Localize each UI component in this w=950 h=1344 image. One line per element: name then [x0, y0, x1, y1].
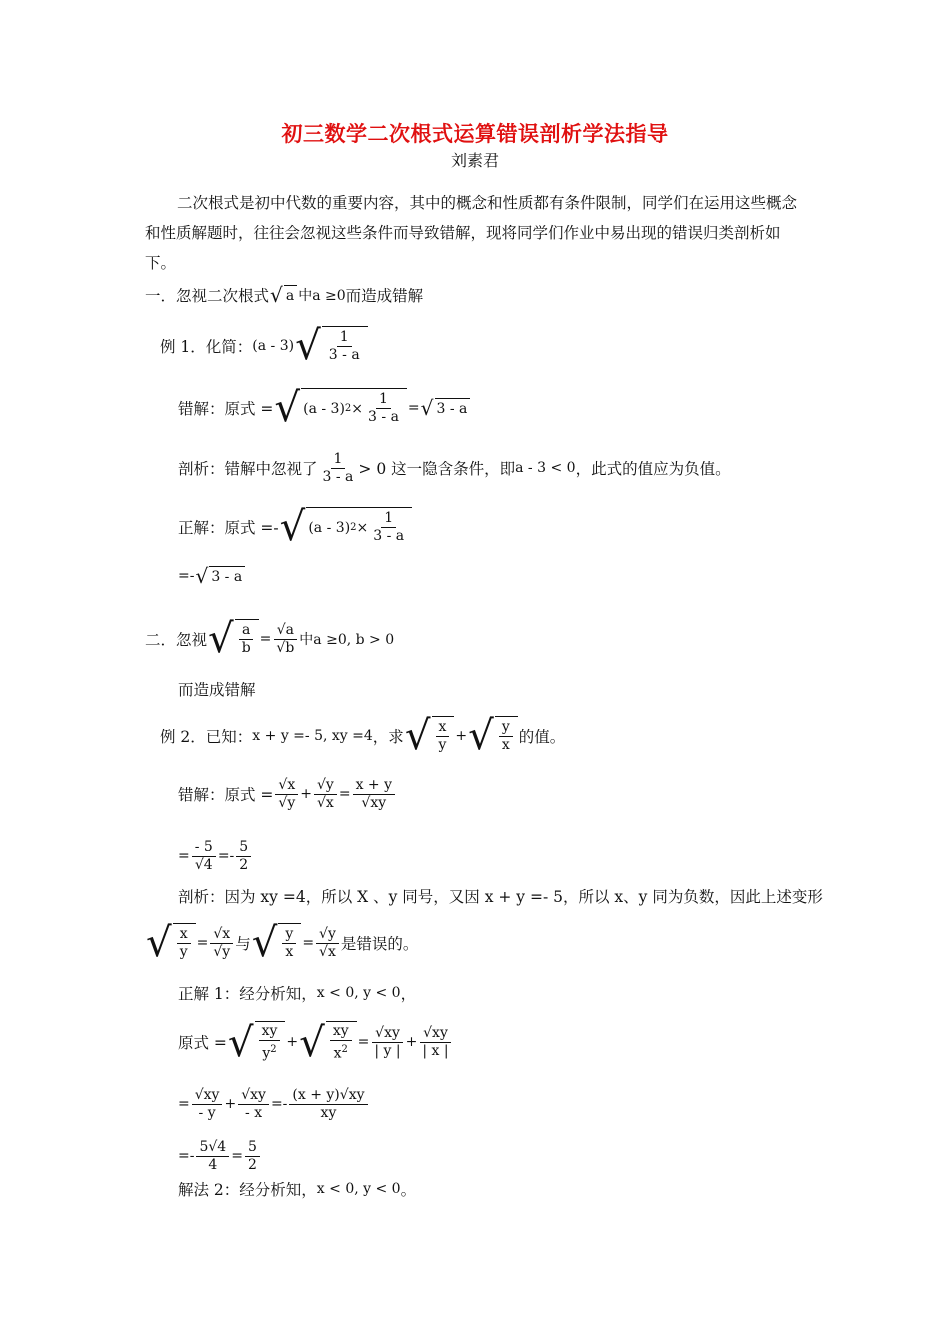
wrong-result-radical: √ 3 - a [421, 398, 471, 418]
wrong-frac-3: $\frac{x + y}{√xy}$ [353, 777, 395, 812]
example2-wrong-step2: = $\frac{- 5}{√4}$ =- $\frac{5}{2}$ [178, 834, 253, 878]
solution1-step1: 原式 = √ $\frac{xy}{y^2}$ + √ $\frac{xy}{x^2}$ = $\frac{√xy}{| y |}$ + $\frac{√xy}{| x |}$ [178, 1016, 454, 1068]
sqrt-x-over-y: √ $\frac{x}{y}$ [405, 716, 455, 756]
solution1-step2: = $\frac{√xy}{- y}$ + $\frac{√xy}{- x}$ =- $\frac{(x + y)√xy}{xy}$ [178, 1082, 370, 1126]
wrong-label: 错解：原式 = [178, 400, 274, 418]
example1-problem [160, 321, 369, 369]
step2-frac: $\frac{- 5}{√4}$ [192, 839, 216, 874]
sqrt-a-over-b: √ $\frac{a}{b}$ [208, 619, 259, 659]
section1-suffix: 而造成错解 [345, 287, 424, 305]
wrong-radical: √ (a - 3) 2 × $\frac{1}{3 - a}$ [274, 388, 407, 428]
correct-radical: √ (a - 3) 2 × $\frac{1}{3 - a}$ [280, 507, 413, 547]
example2-analysis: 剖析：因为 xy =4，所以 X 、y 同号，又因 x + y =- 5，所以 x、y 同为负数，因此上述变形 [178, 888, 823, 906]
example2-wrong-solution: 错解：原式 = $\frac{√x}{√y}$ + $\frac{√y}{√x}$ = $\frac{x + y}{√xy}$ [178, 772, 397, 816]
solution1-step3: =- $\frac{5√4}{4}$ = $\frac{5}{2}$ [178, 1134, 262, 1178]
sqrt-x-over-y-2: √ $\frac{x}{y}$ [146, 923, 196, 963]
section1-heading [145, 284, 423, 306]
example1-factor: (a - 3) [252, 338, 295, 354]
example1-label: 例 1．化简： [160, 338, 253, 356]
example2-problem: 例 2．已知： x + y =- 5, xy =4 ，求 √ $\frac{x}{y}$ + √ $\frac{y}{x}$ 的值。 [160, 711, 566, 759]
example2-solution1: 正解 1：经分析知， x < 0, y < 0 ， [178, 985, 417, 1003]
sqrt-xy-over-x2: √ $\frac{xy}{x^2}$ [299, 1021, 357, 1063]
page-title: 初三数学二次根式运算错误剖析学法指导 [281, 121, 669, 146]
step2-result: $\frac{5}{2}$ [236, 839, 251, 874]
analysis-fraction: $\frac{1}{3 - a}$ [322, 450, 354, 485]
example1-analysis: 剖析：错解中忽视了 $\frac{1}{3 - a}$ > 0 这一隐含条件，即 a - 3 < 0 ，此式的值应为负值。 [178, 450, 731, 485]
author-name: 刘素君 [450, 151, 499, 170]
sqrt-y-over-x: √ $\frac{y}{x}$ [468, 716, 518, 756]
example1-radical: √ $\frac{1}{3 - a}$ [295, 326, 368, 366]
sqrt-a-over-sqrt-b: $\frac{√a}{√b}$ [273, 622, 297, 657]
example2-solution2: 解法 2：经分析知， x < 0, y < 0 。 [178, 1181, 417, 1199]
sqrt-y-over-x-2: √ $\frac{y}{x}$ [252, 923, 302, 963]
example2-analysis-line2: √ $\frac{x}{y}$ = $\frac{√x}{√y}$ 与 √ $\frac{y}{x}$ = $\frac{√y}{√x}$ 是错误的。 [146, 918, 419, 966]
final-radical: √ 3 - a [195, 566, 245, 586]
section1-prefix: 一．忽视二次根式 [145, 287, 270, 305]
wrong-frac-1: $\frac{√x}{√y}$ [275, 777, 298, 812]
example1-final: =- √ 3 - a [178, 566, 246, 586]
sqrt-a: √ a [270, 285, 297, 305]
section1-condition: 中a ≥0 [298, 288, 346, 304]
example1-correct-solution: 正解：原式 =- √ (a - 3) 2 × $\frac{1}{3 - a}$ [178, 502, 413, 552]
intro-paragraph: 二次根式是初中代数的重要内容，其中的概念和性质都有条件限制，同学们在运用这些概念和性质解题时，往往会忽视这些条件而导致错解，现将同学们作业中易出现的错误归类剖析如下。 [145, 194, 798, 272]
example1-wrong-solution: 错解：原式 = √ (a - 3) 2 × $\frac{1}{3 - a}$ = √ 3 - a [178, 384, 471, 432]
wrong-frac-2: $\frac{√y}{√x}$ [314, 777, 337, 812]
sqrt-xy-over-y2: √ $\frac{xy}{y^2}$ [228, 1021, 286, 1063]
section2-heading: 二．忽视 √ $\frac{a}{b}$ = $\frac{√a}{√b}$ 中a ≥0, b > 0 [145, 614, 395, 662]
section2-suffix: 而造成错解 [178, 681, 256, 699]
